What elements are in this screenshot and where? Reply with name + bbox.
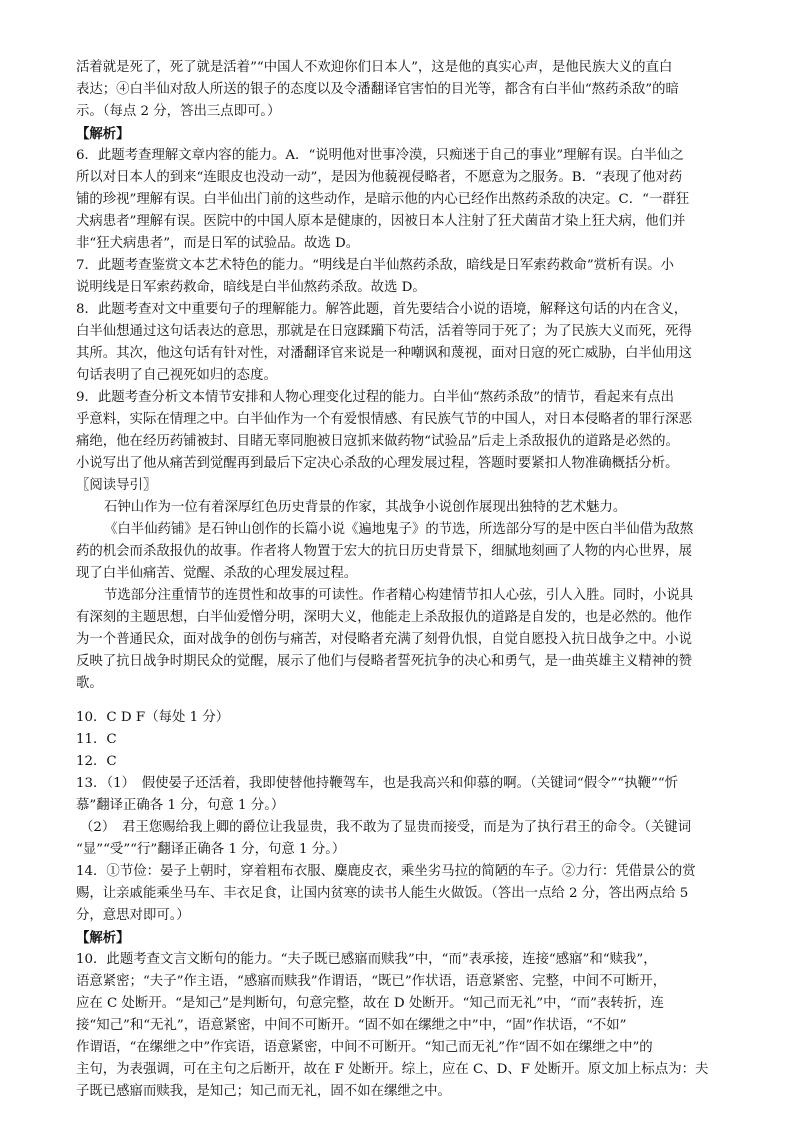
text-line: 节选部分注重情节的连贯性和故事的可读性。作者精心构建情节扣人心弦，引人入胜。同时，小说具 (104, 588, 694, 603)
text-line: 说明线是日军索药救命，暗线是白半仙熬药杀敌。故选 D。 (76, 280, 426, 295)
text-line: 为一个普通民众，面对战争的创伤与痛苦，对侵略者充满了刻骨仇恨，自觉自愿投入抗日战争之中。小说 (76, 632, 692, 647)
text-line: 9．此题考查分析文本情节安排和人物心理变化过程的能力。白半仙“熬药杀敌”的情节，看起来有点出 (76, 390, 675, 405)
text-line: 示。（每点 2 分，答出三点即可。） (76, 104, 281, 119)
text-line: 所以对日本人的到来“连眼皮也没动一动”，是因为他藐视侵略者，不愿意为之服务。B．“表现了他对药 (76, 170, 683, 185)
section-heading: 【解析】 (76, 126, 130, 142)
text-line: 作谓语，“在缧绁之中”作宾语，语意紧密，中间不可断开。“知己而无礼”作“固不如在缧绁之中”的 (76, 1040, 653, 1055)
text-line: 子既已感寤而赎我，是知己；知己而无礼，固不如在缧绁之中。 (76, 1084, 451, 1099)
text-line: 6．此题考查理解文章内容的能力。A．“说明他对世事冷漠，只痴迷于自己的事业”理解有误。白半仙之 (76, 148, 684, 163)
text-line: 8．此题考查对文中重要句子的理解能力。解答此题，首先要结合小说的语境，解释这句话的内在含义， (76, 302, 688, 317)
text-line: 《白半仙药铺》是石钟山创作的长篇小说《遍地鬼子》的节选，所选部分写的是中医白半仙借为敌熬 (104, 522, 694, 537)
text-line: 犬病患者”理解有误。医院中的中国人原本是健康的，因被日本人注射了狂犬菌苗才染上狂犬病，他们并 (76, 214, 686, 229)
answer-line: 10．C D F（每处 1 分） (76, 710, 230, 725)
section-heading: 〖阅读导引〗 (76, 478, 157, 493)
text-line: 其所。其次，他这句话有针对性，对潘翻译官来说是一种嘲讽和蔑视，面对日寇的死亡威胁，白半仙用这 (76, 346, 692, 361)
text-line: 接“知己”和“无礼”，语意紧密，中间不可断开。“固不如在缧绁之中”中，“固”作状语，“不如” (76, 1018, 627, 1033)
text-line: 反映了抗日战争时期民众的觉醒，展示了他们与侵略者誓死抗争的决心和勇气，是一曲英雄主义精神的赞 (76, 654, 692, 669)
text-line: 小说写出了他从痛苦到觉醒再到最后下定决心杀敌的心理发展过程，答题时要紧扣人物准确概括分析。 (76, 456, 679, 471)
text-line: 有深刻的主题思想，白半仙爱憎分明，深明大义，他能走上杀敌报仇的道路是自发的，也是必然的。他作 (76, 610, 692, 625)
answer-line: 慕”翻译正确各 1 分，句意 1 分。） (76, 798, 285, 813)
text-line: 句话表明了自己视死如归的态度。 (76, 368, 277, 383)
text-line: 主句，为表强调，可在主句之后断开，故在 F 处断开。综上，应在 C、D、F 处断开。原文加上标点为：夫 (76, 1062, 709, 1077)
text-line: 7．此题考查鉴赏文本艺术特色的能力。“明线是白半仙熬药杀敌，暗线是日军索药救命”赏析有误。小 (76, 258, 675, 273)
text-line: 药的机会而杀敌报仇的故事。作者将人物置于宏大的抗日历史背景下，细腻地刻画了人物的内心世界，展 (76, 544, 692, 559)
text-line: 白半仙想通过这句话表达的意思，那就是在日寇蹂躏下苟活，活着等同于死了；为了民族大义而死，死得 (76, 324, 692, 339)
text-line: 痛绝，他在经历药铺被封、目睹无辜同胞被日寇抓来做药物“试验品”后走上杀敌报仇的道路是必然的。 (76, 434, 679, 449)
text-line: 语意紧密；“夫子”作主语，“感寤而赎我”作谓语，“既已”作状语，语意紧密、完整，中间不可断开， (76, 974, 667, 989)
text-line: 乎意料，实际在情理之中。白半仙作为一个有爱恨情感、有民族气节的中国人，对日本侵略者的罪行深恶 (76, 412, 692, 427)
answer-line: 分，意思对即可。） (76, 908, 190, 923)
answer-line: 11．C (76, 732, 117, 747)
text-line: 非“狂犬病患者”，而是日军的试验品。故选 D。 (76, 236, 360, 251)
text-line: 应在 C 处断开。“是知己”是判断句，句意完整，故在 D 处断开。“知己而无礼”中，“而”表转折，连 (76, 996, 664, 1011)
answer-line: 14．①节俭：晏子上朝时，穿着粗布衣服、麋鹿皮衣，乘坐劣马拉的简陋的车子。②力行：凭借景公的赏 (76, 864, 696, 879)
text-line: 石钟山作为一位有着深厚红色历史背景的作家，其战争小说创作展现出独特的艺术魅力。 (104, 500, 627, 515)
text-line: 表达；④白半仙对敌人所送的银子的态度以及令潘翻译官害怕的目光等，都含有白半仙“熬药杀敌”的暗 (76, 82, 679, 97)
answer-line: （2） 君王您赐给我上卿的爵位让我显贵，我不敢为了显贵而接受，而是为了执行君王的命令。（关键词 (80, 820, 692, 835)
text-line: 10．此题考查文言文断句的能力。“夫子既已感寤而赎我”中，“而”表承接，连接“感寤”和“赎我”， (76, 952, 657, 967)
text-line: 活着就是死了，死了就是活着”“中国人不欢迎你们日本人”，这是他的真实心声，是他民族大义的直白 (76, 60, 673, 75)
section-heading: 【解析】 (76, 930, 130, 946)
text-line: 歌。 (76, 676, 103, 691)
answer-line: 赐，让亲戚能乘坐马车、丰衣足食，让国内贫寒的读书人能生火做饭。（答出一点给 2 分，答出两点给 5 (76, 886, 689, 901)
text-line: 现了白半仙痛苦、觉醒、杀敌的心理发展过程。 (76, 566, 358, 581)
text-line: 铺的珍视”理解有误。白半仙出门前的这些动作，是暗示他的内心已经作出熬药杀敌的决定。C．“一群狂 (76, 192, 690, 207)
answer-line: “显”“受”“行”翻译正确各 1 分，句意 1 分。） (76, 842, 346, 857)
answer-line: 13．（1） 假使晏子还活着，我即使替他持鞭驾车，也是我高兴和仰慕的啊。（关键词“假令”“执鞭”“忻 (76, 776, 679, 791)
answer-line: 12．C (76, 754, 117, 769)
